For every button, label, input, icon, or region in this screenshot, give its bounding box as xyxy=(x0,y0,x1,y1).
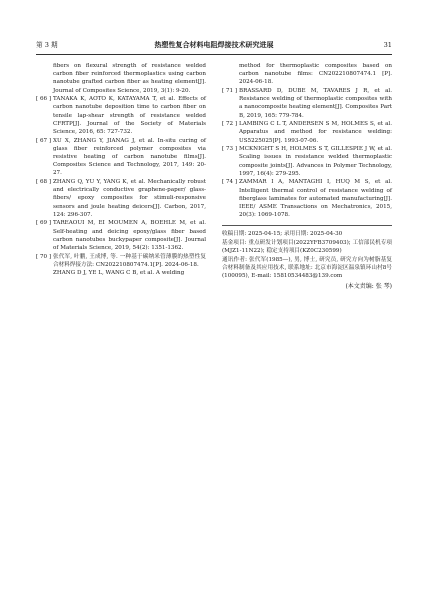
reference-68 xyxy=(36,178,206,219)
reference-69 xyxy=(36,219,206,252)
reference-text: method for thermoplastic composites based on carbon nanotube films: CN202210807474.1 [P]. 2024-06-18. xyxy=(239,63,392,86)
reference-number: [ 69 ] xyxy=(36,220,52,227)
reference-text: MCKNIGHT S H, HOLMES S T, GILLESPIE J W, et al. Scaling issues in resistance welded thermoplastic composite joints[J]. Advances in Polymer Technology, 1997, 16(4): 279-295. xyxy=(239,146,392,177)
reference-72 xyxy=(222,120,392,145)
reference-67 xyxy=(36,137,206,178)
running-header xyxy=(36,40,392,54)
reference-text: fibers on flexural strength of resistance welded carbon fiber reinforced thermoplastics using carbon nanotube grafted carbon fiber as heating element[J]. Journal of Composites Science, 2019, 3(1): 9-20. xyxy=(53,63,206,94)
reference-number: [ 72 ] xyxy=(222,121,238,128)
right-column xyxy=(222,62,392,292)
running-title: 热塑性复合材料电阻焊接技术研究进展 xyxy=(154,40,274,49)
corresponding-author: 通讯作者: 张代军(1985—), 男, 博士, 研究员, 研究方向为树脂基复合材料制备及其应用技术, 联系地址: 北京市海淀区温泉镇环山村8号(100095), E-mail: 15810534483@139.com xyxy=(222,256,392,280)
reference-text: ZHANG D J, YE L, WANG C B, et al. A welding xyxy=(53,270,185,277)
reference-number: [ 70 ] xyxy=(36,253,52,260)
reference-text: ZHANG Q, YU Y, YANG K, et al. Mechanically robust and electrically conductive graphene-paper/ glass-fibers/ epoxy composites for stimuli-responsive sensors and joule heating deicers[J]. Carbon, 2017, 124: 296-307. xyxy=(53,179,206,218)
reference-number: [ 73 ] xyxy=(222,146,238,153)
issue-label: 第 3 期 xyxy=(36,41,58,49)
footnote-divider xyxy=(222,225,392,226)
reference-66 xyxy=(36,95,206,136)
reference-text: LAMBING C L T, ANDERSEN S M, HOLMES S, et al. Apparatus and method for resistance welding: US5225025[P]. 1993-07-06. xyxy=(239,121,392,144)
reference-text: TAREAOUI M, EI MOUMEN A, BOEHLE M, et al. Self-heating and deicing epoxy/glass fiber based carbon nanotubes buckypaper composite[J]. Journal of Materials Science, 2019, 54(2): 1351-1362. xyxy=(53,220,206,252)
received-dates: 收稿日期: 2025-04-15; 录用日期: 2025-04-30 xyxy=(222,231,343,238)
reference-text: BRASSARD D, DUBE M, TAVARES J R, et al. Resistance welding of thermoplastic composites with a nanocomposite heating element[J]. Composites Part B, 2019, 165: 779-784. xyxy=(239,88,392,119)
editor-credit: (本文责编: 张 琴) xyxy=(345,282,392,290)
reference-continuation xyxy=(36,62,206,95)
funding-info: 基金项目: 重点研发计划项目(2022YFB3709403); 工信部民机专项(MJZ1-11N22); 稳定支持项目(KZ0C230599) xyxy=(222,239,392,255)
reference-70 xyxy=(36,253,206,269)
left-column xyxy=(36,62,206,278)
reference-number: [ 74 ] xyxy=(222,179,238,186)
page-number: 31 xyxy=(383,41,392,49)
reference-text: ZAMMAR I A, MANTAGHI I, HUQ M S, et al. Intelligent thermal control of resistance welding of fiberglass laminates for automated manufacturing[J]. IEEE/ ASME Transactions on Mechatronics, 2015, 20(3): 1069-1078. xyxy=(239,179,392,219)
reference-73 xyxy=(222,145,392,178)
reference-70-english xyxy=(36,269,206,277)
reference-number: [ 67 ] xyxy=(36,137,52,144)
reference-continuation xyxy=(222,62,392,87)
reference-74 xyxy=(222,178,392,219)
reference-number: [ 71 ] xyxy=(222,88,238,94)
reference-number: [ 66 ] xyxy=(36,96,52,103)
reference-text: 张代军, 叶鹏, 王成博, 等. 一种基于碳纳米管薄膜的热塑性复合材料焊接方法: CN202210807474.1[P]. 2024-06-18. xyxy=(53,253,206,268)
reference-text: TANAKA K, AOTO K, KATAYAMA T, et al. Effects of carbon nanotube deposition time to carbon fiber on tensile lap-shear strength of resistance welded CFRTP[J]. Journal of the Society of Materials Science, 2016, 65: 727-732. xyxy=(53,96,206,136)
reference-71 xyxy=(222,87,392,120)
header-rule xyxy=(36,54,392,55)
reference-number: [ 68 ] xyxy=(36,179,52,186)
reference-text: XU X, ZHANG Y, JIANAG J, et al. In-situ curing of glass fiber reinforced polymer composites via resistive heating of carbon nanotube films[J]. Composites Science and Technology, 2017, 149: 20-27. xyxy=(53,137,206,177)
